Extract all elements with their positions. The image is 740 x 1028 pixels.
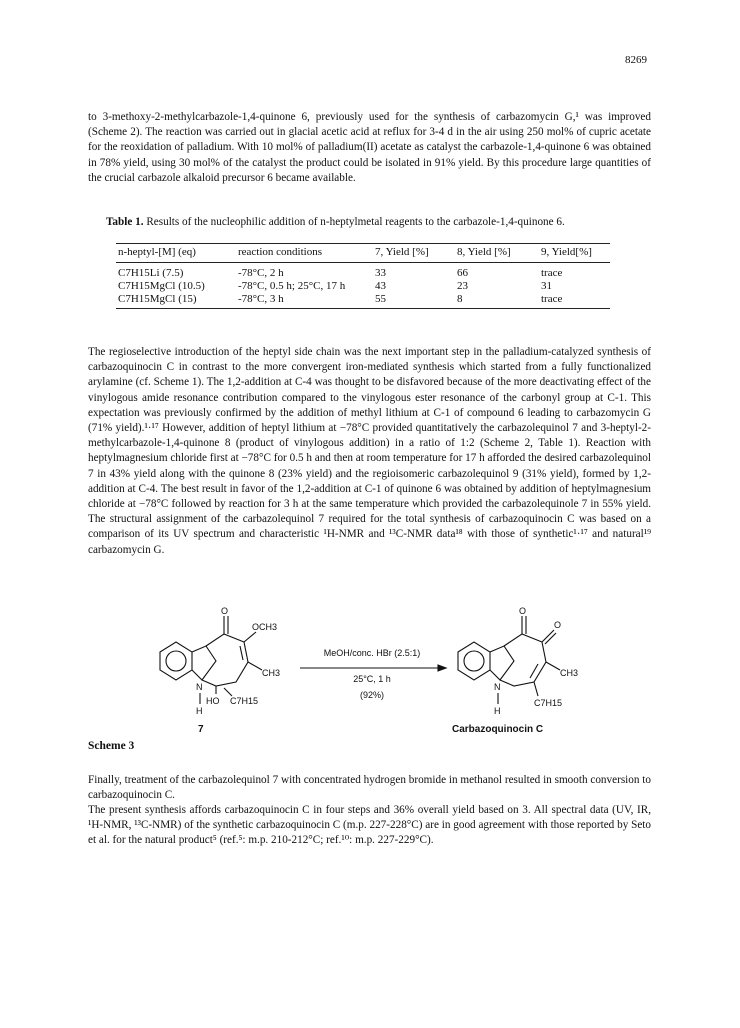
cell-reagent: C7H15MgCl (15) xyxy=(116,292,236,309)
col-header-reagent: n-heptyl-[M] (eq) xyxy=(116,244,236,263)
paragraph-heptyl-introduction: The regioselective introduction of the heptyl side chain was the next important step in the palladium-catalyzed synthesis of carbazoquinocin C in contrast to the more convergent iron-mediated synthesis which started from a fully functionalized arylamine (cf. Scheme 1). The 1,2-addition at C-4 was thought to be disfavored because of the more deactivating effect of the vinylogous amide resonance contribution compared to the vinylogous ester resonance of the carbonyl group at C-1. This expectation was previously confirmed by the addition of methyl lithium at C-1 of compound 6 leading to carbazomycin G (71% yield).¹·¹⁷ However, addition of heptyl lithium at −78°C provided quantitatively the carbazolequinol 7 and 3-heptyl-2-methylcarbazole-1,4-quinone 8 (product of vinylogous addition) in a ratio of 1:2 (Scheme 2, Table 1). Reaction with heptylmagnesium chloride first at −78°C for 0.5 h and then at room temperature for 17 h afforded the desired carbazolequinol 7 in 43% yield along with the quinone 8 (23% yield) and the regioisomeric carbazolequinol 9 (31% yield), formed by 1,2-addition at C-4. The best result in favor of the 1,2-addition at C-1 of quinone 6 was obtained by addition of heptylmagnesium chloride at −78°C followed by reaction for 3 h at the same temperature which provided the carbazolequinole 7 in 55% yield. The structural assignment of the carbazolequinol 7 required for the total synthesis of carbazoquinocin C was based on a comparison of its UV spectrum and characteristic ¹H-NMR and ¹³C-NMR data¹⁸ with those of synthetic¹·¹⁷ and natural¹⁹ carbazomycin G. xyxy=(88,346,651,556)
col-header-yield-7: 7, Yield [%] xyxy=(373,244,455,263)
nitrogen-label-left: N xyxy=(196,682,203,692)
cell-conditions: -78°C, 0.5 h; 25°C, 17 h xyxy=(238,280,346,292)
paragraph-final-treatment: Finally, treatment of the carbazolequinol 7 with concentrated hydrogen bromide in methanol resulted in smooth conversion to carbazoquinocin C. xyxy=(88,774,651,802)
reagents-label: MeOH/conc. HBr (2.5:1) xyxy=(323,648,421,658)
table-row xyxy=(116,279,610,292)
quinol-ring xyxy=(202,634,248,686)
pyrrole-ring xyxy=(490,646,514,680)
hydrogen-label-right: H xyxy=(494,706,501,716)
cell-yield-8: 8 xyxy=(455,292,539,309)
carbazoquinocin-c-structure xyxy=(458,616,560,696)
table-caption xyxy=(106,216,646,228)
table-caption-label: Table 1. xyxy=(106,216,144,228)
ho-label: HO xyxy=(206,696,220,706)
aromatic-circle xyxy=(166,651,186,671)
och3-label: OCH3 xyxy=(252,622,278,632)
table-header-row xyxy=(116,244,610,263)
oxygen-label-top-right: O xyxy=(554,620,562,630)
oxygen-label: O xyxy=(221,606,229,616)
col-header-yield-8: 8, Yield [%] xyxy=(455,244,539,263)
cell-yield-8: 23 xyxy=(457,280,468,292)
cell-yield-7: 43 xyxy=(375,280,386,292)
heptyl-label-left: C7H15 xyxy=(230,696,259,706)
heptyl-label-right: C7H15 xyxy=(534,698,563,708)
cell-reagent: C7H15Li (7.5) xyxy=(118,267,184,279)
compound-7-structure xyxy=(160,616,262,696)
paragraph-intro: to 3-methoxy-2-methylcarbazole-1,4-quinone 6, previously used for the synthesis of carbazomycin G,¹ was improved (Scheme 2). The reaction was carried out in glacial acetic acid at reflux for 3-4 d in the air using 250 mol% of cupric acetate for the reoxidation of palladium. With 10 mol% of palladium(II) acetate as catalyst the carbazole-1,4-quinone 6 was obtained in 78% yield, using 30 mol% of the catalyst the product could be isolated in 91% yield. By this procedure large quantities of the crucial carbazole alkaloid precursor 6 became available. xyxy=(88,111,651,184)
scheme-3-reaction xyxy=(140,604,600,734)
scheme-label: Scheme 3 xyxy=(88,740,135,752)
cell-yield-9: trace xyxy=(541,267,563,279)
hydrogen-label-left: H xyxy=(196,706,203,716)
cell-reagent: C7H15MgCl (10.5) xyxy=(118,280,205,292)
quinone-ring xyxy=(500,634,546,686)
cell-conditions: -78°C, 2 h xyxy=(238,267,284,279)
paragraph-conclusion: The present synthesis affords carbazoquinocin C in four steps and 36% overall yield based on 3. All spectral data (UV, IR, ¹H-NMR, ¹³C-NMR) of the synthetic carbazoquinocin C (m.p. 227-228°C) are in good agreement with those reported by Seto et al. for the natural product⁵ (ref.⁵: m.p. 210-212°C; ref.¹⁰: m.p. 227-229°C). xyxy=(88,804,651,847)
table-caption-text: Results of the nucleophilic addition of n-heptylmetal reagents to the carbazole-1,4-quinone 6. xyxy=(146,216,565,228)
page-number: 8269 xyxy=(625,54,647,66)
cell-yield-8: 66 xyxy=(457,267,468,279)
ch3-label-right: CH3 xyxy=(560,668,579,678)
col-header-yield-9: 9, Yield[%] xyxy=(539,244,610,263)
benzene-ring xyxy=(458,642,490,680)
yield-label: (92%) xyxy=(359,690,385,700)
ch3-label-left: CH3 xyxy=(262,668,281,678)
col-header-conditions: reaction conditions xyxy=(236,244,373,263)
oxygen-label-top-left: O xyxy=(519,606,527,616)
benzene-ring xyxy=(160,642,192,680)
cell-yield-9: 31 xyxy=(541,280,552,292)
cell-yield-7: 55 xyxy=(373,292,455,309)
conditions-label: 25°C, 1 h xyxy=(353,674,391,684)
compound-7-label: 7 xyxy=(198,724,204,734)
results-table xyxy=(116,243,610,309)
carbazoquinocin-c-label: Carbazoquinocin C xyxy=(452,724,544,734)
cell-conditions: -78°C, 3 h xyxy=(236,292,373,309)
table-row xyxy=(116,263,610,280)
pyrrole-ring xyxy=(192,646,216,680)
table-row xyxy=(116,292,610,309)
cell-yield-9: trace xyxy=(539,292,610,309)
cell-yield-7: 33 xyxy=(375,267,386,279)
nitrogen-label-right: N xyxy=(494,682,501,692)
